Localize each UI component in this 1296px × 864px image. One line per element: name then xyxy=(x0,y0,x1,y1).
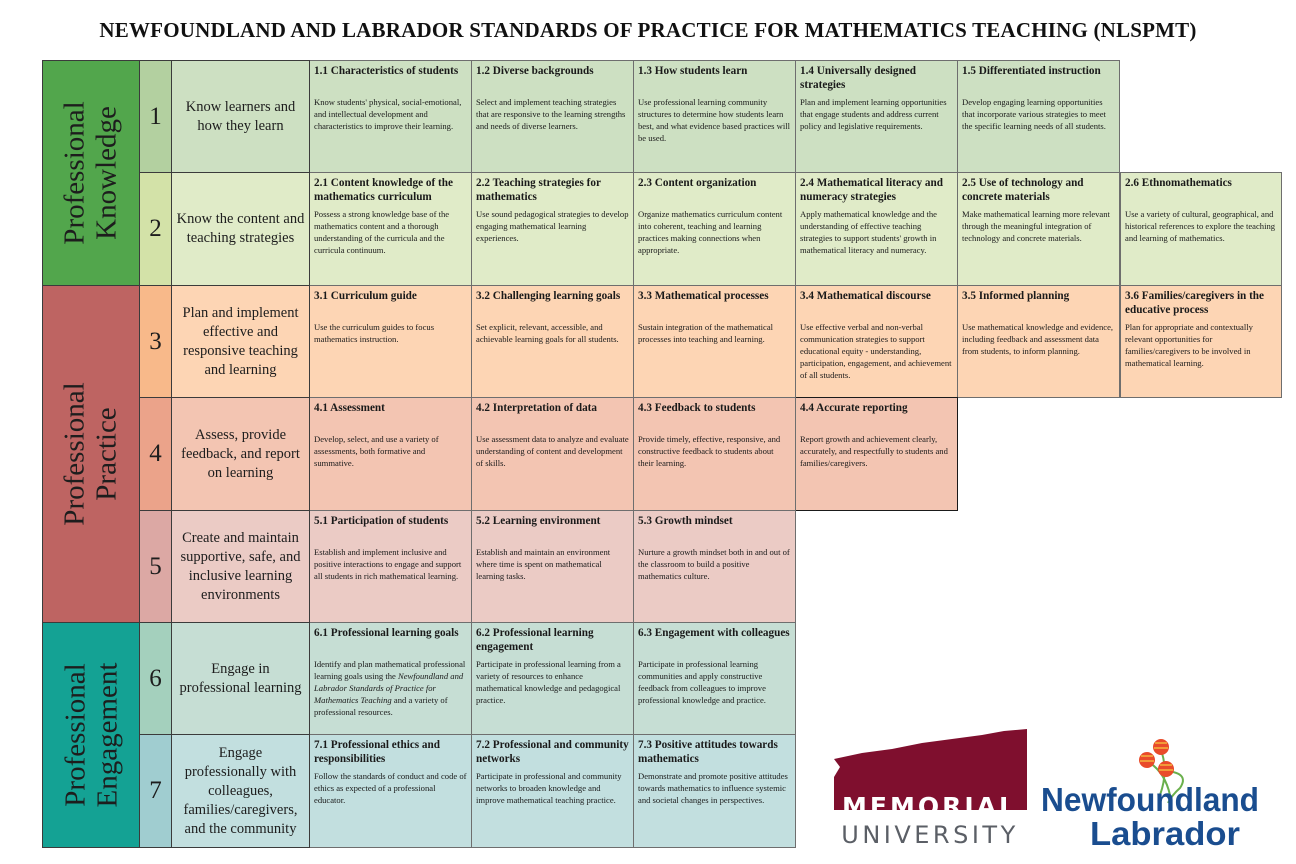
indicator-desc: Participate in professional learning communities and apply constructive feedback from colleagues to improve professional knowledge and practice. xyxy=(638,659,766,705)
indicator-cell xyxy=(796,172,958,286)
indicator-title: 6.1 Professional learning goals xyxy=(314,627,459,639)
indicator-title: 2.5 Use of technology and concrete materials xyxy=(962,177,1084,203)
indicator-cell xyxy=(634,285,796,398)
indicator-title: 3.4 Mathematical discourse xyxy=(800,290,931,302)
indicator-desc: Apply mathematical knowledge and the understanding of effective teaching strategies to support students' growth in mathematical literacy and numeracy. xyxy=(800,209,937,255)
indicator-title: 2.4 Mathematical literacy and numeracy strategies xyxy=(800,177,943,203)
indicator-cell xyxy=(472,734,634,848)
indicator-desc: Develop, select, and use a variety of assessments, both formative and summative. xyxy=(314,434,439,468)
indicator-cell xyxy=(310,60,472,173)
indicator-desc: Demonstrate and promote positive attitudes towards mathematics to influence systemic and societal changes in perspectives. xyxy=(638,771,788,805)
indicator-desc: Participate in professional learning from a variety of resources to enhance mathematical knowledge and pedagogical practice. xyxy=(476,659,621,705)
indicator-cell xyxy=(472,622,634,735)
domain-professional-practice xyxy=(42,285,140,623)
indicator-cell xyxy=(634,60,796,173)
indicator-desc: Use assessment data to analyze and evaluate understanding of content and development of skills. xyxy=(476,434,629,468)
indicator-cell xyxy=(634,172,796,286)
indicator-cell xyxy=(958,285,1120,398)
indicator-cell xyxy=(472,60,634,173)
indicator-title: 4.2 Interpretation of data xyxy=(476,402,597,414)
indicator-desc: Make mathematical learning more relevant through the meaningful integration of technology and concrete materials. xyxy=(962,209,1110,243)
indicator-desc: Use professional learning community structures to determine how students learn best, and what evidence based practices will be used. xyxy=(638,97,791,143)
standard-number: 5 xyxy=(140,510,172,623)
memorial-university-logo xyxy=(832,727,1032,852)
domain-professional-engagement xyxy=(42,622,140,848)
domain-label-line2: Practice xyxy=(91,407,123,501)
indicator-cell xyxy=(634,734,796,848)
indicator-title: 3.6 Families/caregivers in the educative process xyxy=(1125,290,1264,316)
indicator-cell xyxy=(958,172,1120,286)
standard-number: 2 xyxy=(140,172,172,286)
indicator-desc: Establish and maintain an environment where time is spent on mathematical learning tasks. xyxy=(476,547,611,581)
domain-professional-knowledge xyxy=(42,60,140,286)
standard-number: 7 xyxy=(140,734,172,848)
indicator-desc: Use sound pedagogical strategies to develop engaging mathematical learning experiences. xyxy=(476,209,629,243)
standard-number: 6 xyxy=(140,622,172,735)
indicator-desc: Use effective verbal and non-verbal communication strategies to support educational equity - understanding, participation, engagement, and achievement of all students. xyxy=(800,322,952,380)
indicator-cell xyxy=(634,510,796,623)
memorial-shield-icon xyxy=(832,727,1032,852)
domain-label-line1: Professional xyxy=(59,101,91,245)
indicator-cell xyxy=(1120,285,1282,398)
indicator-title: 6.3 Engagement with colleagues xyxy=(638,627,790,639)
indicator-title: 1.2 Diverse backgrounds xyxy=(476,65,594,77)
indicator-title: 3.3 Mathematical processes xyxy=(638,290,769,302)
standard-name: Know the content and teaching strategies xyxy=(172,172,310,286)
indicator-desc: Select and implement teaching strategies that are responsive to the learning strengths and needs of diverse learners. xyxy=(476,97,626,131)
indicator-title: 2.1 Content knowledge of the mathematics curriculum xyxy=(314,177,453,203)
indicator-title: 6.2 Professional learning engagement xyxy=(476,627,594,653)
indicator-cell xyxy=(310,622,472,735)
indicator-cell xyxy=(310,172,472,286)
indicator-title: 1.5 Differentiated instruction xyxy=(962,65,1101,77)
indicator-title: 5.3 Growth mindset xyxy=(638,515,733,527)
domain-label-line1: Professional xyxy=(59,382,91,526)
indicator-title: 3.5 Informed planning xyxy=(962,290,1070,302)
indicator-desc: Set explicit, relevant, accessible, and achievable learning goals for all students. xyxy=(476,322,619,344)
indicator-title: 3.1 Curriculum guide xyxy=(314,290,417,302)
indicator-title: 5.2 Learning environment xyxy=(476,515,601,527)
indicator-desc: Establish and implement inclusive and positive interactions to engage and support all students in rich mathematical learning. xyxy=(314,547,462,581)
newfoundland-labrador-logo xyxy=(1040,733,1270,853)
indicator-desc: Plan and implement learning opportunities that engage students and address current policy and legislative requirements. xyxy=(800,97,947,131)
indicator-cell xyxy=(472,285,634,398)
indicator-cell xyxy=(310,397,472,511)
standard-name: Engage professionally with colleagues, families/caregivers, and the community xyxy=(172,734,310,848)
standard-name: Engage in professional learning xyxy=(172,622,310,735)
nl-line2: Labrador xyxy=(1090,815,1241,852)
indicator-cell xyxy=(1120,172,1282,286)
standard-number: 4 xyxy=(140,397,172,511)
indicator-cell xyxy=(472,397,634,511)
indicator-title: 2.3 Content organization xyxy=(638,177,757,189)
indicator-desc: Possess a strong knowledge base of the mathematics content and a thorough understanding of the curricula and the curricula continuum. xyxy=(314,209,450,255)
indicator-desc: Nurture a growth mindset both in and out of the classroom to build a positive mathematics culture. xyxy=(638,547,790,581)
domain-label-line2: Knowledge xyxy=(91,106,123,240)
standard-name: Create and maintain supportive, safe, and inclusive learning environments xyxy=(172,510,310,623)
indicator-desc: Report growth and achievement clearly, accurately, and respectfully to students and families/caregivers. xyxy=(800,434,948,468)
indicator-title: 4.3 Feedback to students xyxy=(638,402,756,414)
document-title-italic: Newfoundland and Labrador Standards of Practice for Mathematics Teaching xyxy=(314,671,464,705)
indicator-title: 2.6 Ethnomathematics xyxy=(1125,177,1232,189)
indicator-desc: Use mathematical knowledge and evidence, including feedback and assessment data from students, to inform planning. xyxy=(962,322,1114,356)
indicator-cell xyxy=(472,172,634,286)
nl-line1: Newfoundland xyxy=(1041,781,1259,818)
indicator-desc: Provide timely, effective, responsive, and constructive feedback to students about their learning. xyxy=(638,434,781,468)
indicator-desc: Participate in professional and community networks to broaden knowledge and improve mathematical teaching practice. xyxy=(476,771,622,805)
indicator-title: 1.4 Universally designed strategies xyxy=(800,65,916,91)
indicator-title: 7.1 Professional ethics and responsibilities xyxy=(314,739,440,765)
mun-line1: MEMORIAL xyxy=(842,792,1018,821)
standard-number: 1 xyxy=(140,60,172,173)
standard-name: Assess, provide feedback, and report on learning xyxy=(172,397,310,511)
indicator-cell xyxy=(310,510,472,623)
standard-name: Plan and implement effective and responsive teaching and learning xyxy=(172,285,310,398)
indicator-desc: Identify and plan mathematical professional learning goals using the Newfoundland and Labrador Standards of Practice for Mathematics Teaching and a variety of professional resources. xyxy=(314,659,466,717)
indicator-title: 1.3 How students learn xyxy=(638,65,748,77)
mun-line2: UNIVERSITY xyxy=(841,821,1019,849)
indicator-cell xyxy=(310,285,472,398)
indicator-desc: Develop engaging learning opportunities that incorporate various strategies to meet the specific learning needs of all students. xyxy=(962,97,1106,131)
indicator-cell xyxy=(796,60,958,173)
indicator-desc: Use the curriculum guides to focus mathematics instruction. xyxy=(314,322,435,344)
indicator-title: 7.3 Positive attitudes towards mathematics xyxy=(638,739,778,765)
pitcher-plant-icon xyxy=(1040,733,1270,853)
indicator-cell xyxy=(796,397,958,511)
indicator-title: 7.2 Professional and community networks xyxy=(476,739,629,765)
indicator-desc: Use a variety of cultural, geographical, and historical references to explore the teaching and learning of mathematics. xyxy=(1125,209,1276,243)
indicator-title: 4.1 Assessment xyxy=(314,402,385,414)
domain-label-line1: Professional xyxy=(59,663,92,807)
indicator-cell xyxy=(472,510,634,623)
indicator-desc: Follow the standards of conduct and code of ethics as expected of a professional educator. xyxy=(314,771,467,805)
standard-name: Know learners and how they learn xyxy=(172,60,310,173)
indicator-title: 3.2 Challenging learning goals xyxy=(476,290,621,302)
indicator-cell xyxy=(634,622,796,735)
domain-label-line2: Engagement xyxy=(91,662,124,808)
standard-number: 3 xyxy=(140,285,172,398)
indicator-cell xyxy=(310,734,472,848)
indicator-title: 4.4 Accurate reporting xyxy=(800,402,908,414)
page-title: NEWFOUNDLAND AND LABRADOR STANDARDS OF PRACTICE FOR MATHEMATICS TEACHING (NLSPMT) xyxy=(99,18,1197,42)
indicator-desc: Organize mathematics curriculum content into coherent, teaching and learning practices making connections when appropriate. xyxy=(638,209,783,255)
indicator-title: 1.1 Characteristics of students xyxy=(314,65,459,77)
indicator-cell xyxy=(634,397,796,511)
indicator-desc: Sustain integration of the mathematical processes into teaching and learning. xyxy=(638,322,774,344)
indicator-desc: Plan for appropriate and contextually relevant opportunities for families/caregivers to be involved in mathematical learning. xyxy=(1125,322,1253,368)
indicator-cell xyxy=(796,285,958,398)
indicator-title: 2.2 Teaching strategies for mathematics xyxy=(476,177,601,203)
indicator-desc: Know students' physical, social-emotional, and intellectual development and characteristics to improve their learning. xyxy=(314,97,462,131)
indicator-cell xyxy=(958,60,1120,173)
indicator-title: 5.1 Participation of students xyxy=(314,515,449,527)
